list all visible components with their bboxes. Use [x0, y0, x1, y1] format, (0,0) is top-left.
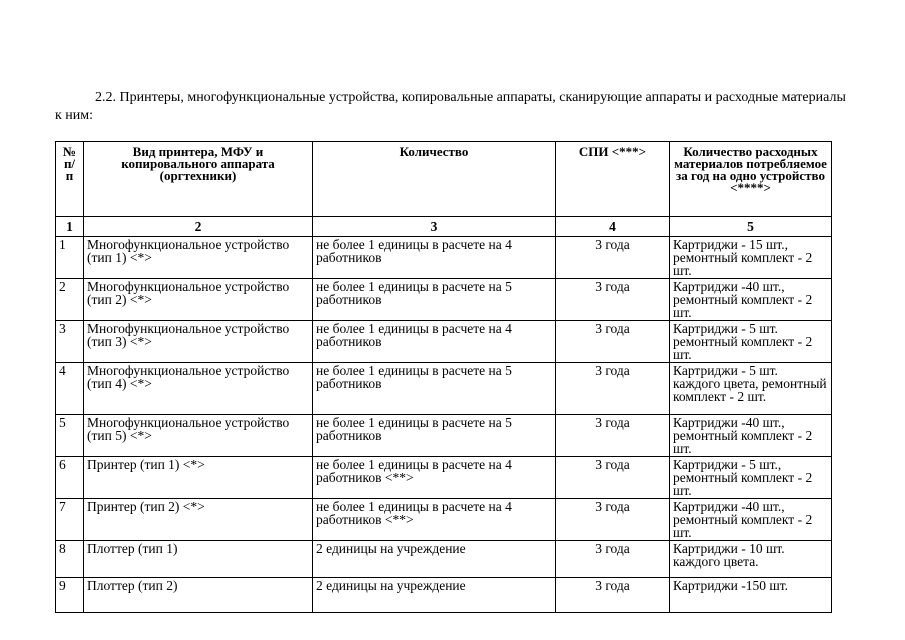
quantity-cell: не более 1 единицы в расчете на 5 работников — [313, 279, 556, 321]
row-number: 3 — [56, 321, 84, 363]
row-number: 1 — [56, 237, 84, 279]
row-number: 7 — [56, 499, 84, 541]
table-row — [56, 578, 832, 613]
spi-cell: 3 года — [556, 415, 670, 457]
quantity-cell: не более 1 единицы в расчете на 4 работников — [313, 237, 556, 279]
header-number: № п/ п — [56, 142, 84, 217]
table-row — [56, 321, 832, 363]
header-spi: СПИ <***> — [556, 142, 670, 217]
spi-cell: 3 года — [556, 457, 670, 499]
table-row — [56, 415, 832, 457]
table-header-row — [56, 142, 832, 217]
row-number: 2 — [56, 279, 84, 321]
device-type-cell: Многофункциональное устройство (тип 5) <*> — [84, 415, 313, 457]
table-row — [56, 237, 832, 279]
device-type-cell: Многофункциональное устройство (тип 3) <*> — [84, 321, 313, 363]
header-quantity: Количество — [313, 142, 556, 217]
spi-cell: 3 года — [556, 499, 670, 541]
quantity-cell: не более 1 единицы в расчете на 5 работников — [313, 415, 556, 457]
table-row — [56, 279, 832, 321]
consumables-cell: Картриджи -40 шт., ремонтный комплект - 2 шт. — [670, 415, 832, 457]
equipment-table — [55, 141, 832, 613]
device-type-cell: Принтер (тип 2) <*> — [84, 499, 313, 541]
device-type-cell: Принтер (тип 1) <*> — [84, 457, 313, 499]
quantity-cell: 2 единицы на учреждение — [313, 541, 556, 578]
column-number-row — [56, 217, 832, 237]
device-type-cell: Многофункциональное устройство (тип 4) <*> — [84, 363, 313, 415]
column-number: 2 — [84, 217, 313, 237]
spi-cell: 3 года — [556, 578, 670, 613]
column-number: 4 — [556, 217, 670, 237]
table-row — [56, 363, 832, 415]
quantity-cell: не более 1 единицы в расчете на 4 работников <**> — [313, 499, 556, 541]
quantity-cell: не более 1 единицы в расчете на 4 работников <**> — [313, 457, 556, 499]
table-row — [56, 541, 832, 578]
row-number: 6 — [56, 457, 84, 499]
table-row — [56, 457, 832, 499]
column-number: 5 — [670, 217, 832, 237]
row-number: 8 — [56, 541, 84, 578]
section-heading: 2.2. Принтеры, многофункциональные устройства, копировальные аппараты, сканирующие аппараты и расходные материалы к ним: — [55, 90, 846, 123]
spi-cell: 3 года — [556, 363, 670, 415]
device-type-cell: Многофункциональное устройство (тип 1) <*> — [84, 237, 313, 279]
spi-cell: 3 года — [556, 541, 670, 578]
device-type-cell: Многофункциональное устройство (тип 2) <*> — [84, 279, 313, 321]
spi-cell: 3 года — [556, 237, 670, 279]
column-number: 3 — [313, 217, 556, 237]
consumables-cell: Картриджи -40 шт., ремонтный комплект - 2 шт. — [670, 279, 832, 321]
consumables-cell: Картриджи - 5 шт. ремонтный комплект - 2 шт. — [670, 321, 832, 363]
row-number: 4 — [56, 363, 84, 415]
consumables-cell: Картриджи - 10 шт. каждого цвета. — [670, 541, 832, 578]
row-number: 5 — [56, 415, 84, 457]
consumables-cell: Картриджи - 5 шт., ремонтный комплект - 2 шт. — [670, 457, 832, 499]
consumables-cell: Картриджи - 5 шт. каждого цвета, ремонтный комплект - 2 шт. — [670, 363, 832, 415]
spi-cell: 3 года — [556, 321, 670, 363]
header-device-type: Вид принтера, МФУ и копировального аппарата (оргтехники) — [84, 142, 313, 217]
table-row — [56, 499, 832, 541]
quantity-cell: не более 1 единицы в расчете на 5 работников — [313, 363, 556, 415]
device-type-cell: Плоттер (тип 1) — [84, 541, 313, 578]
row-number: 9 — [56, 578, 84, 613]
consumables-cell: Картриджи -40 шт., ремонтный комплект - 2 шт. — [670, 499, 832, 541]
header-consumables: Количество расходных материалов потребляемое за год на одно устройство <****> — [670, 142, 832, 217]
device-type-cell: Плоттер (тип 2) — [84, 578, 313, 613]
spi-cell: 3 года — [556, 279, 670, 321]
column-number: 1 — [56, 217, 84, 237]
consumables-cell: Картриджи - 15 шт., ремонтный комплект - 2 шт. — [670, 237, 832, 279]
consumables-cell: Картриджи -150 шт. — [670, 578, 832, 613]
quantity-cell: 2 единицы на учреждение — [313, 578, 556, 613]
quantity-cell: не более 1 единицы в расчете на 4 работников — [313, 321, 556, 363]
